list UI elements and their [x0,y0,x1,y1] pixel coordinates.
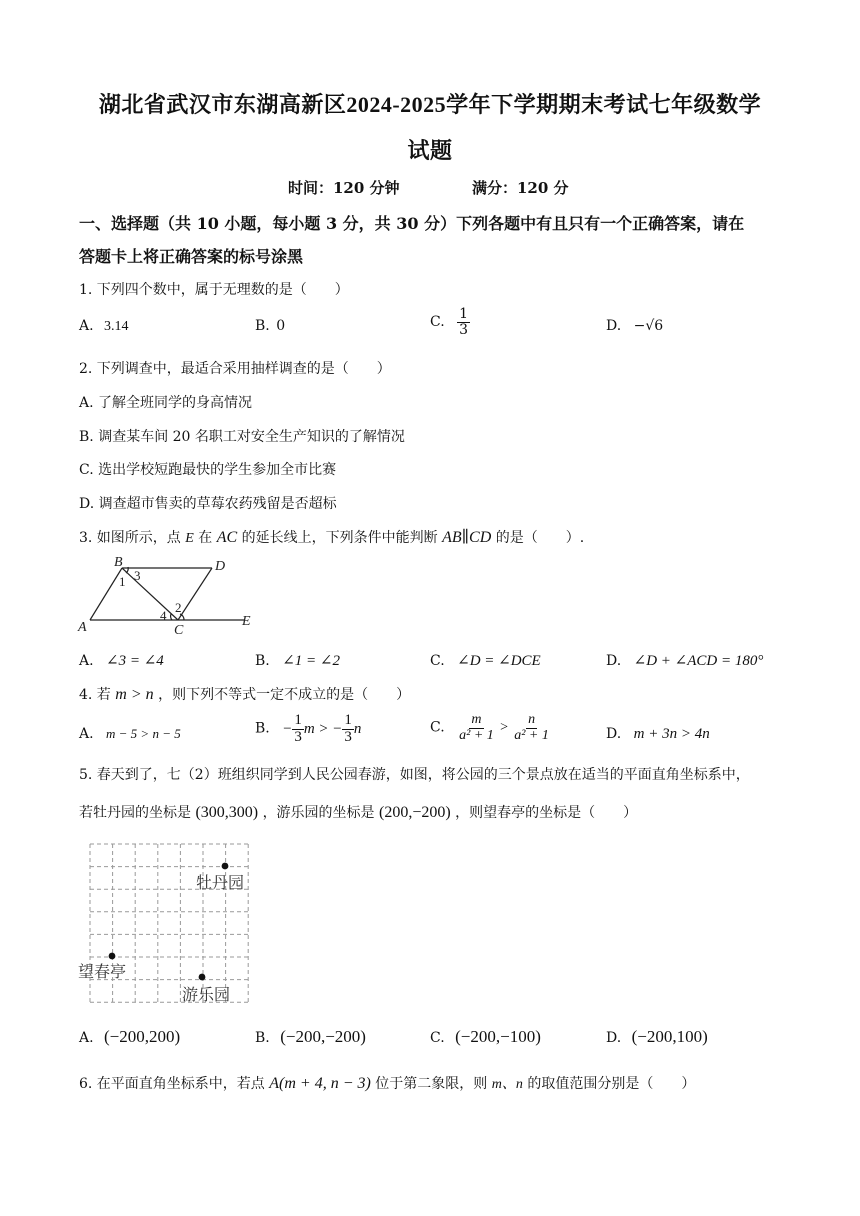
angle-label-4: 4 [160,608,167,623]
option-label: C. [430,1030,445,1046]
option-value: ∠1 = ∠2 [282,653,340,669]
q4-option-b [255,713,361,746]
point-amusement [199,974,206,981]
fraction [512,713,551,743]
exam-time: 时间：120 分钟 [288,179,400,197]
label-peony: 牡丹园 [196,875,245,892]
stem-text: ，游乐园的坐标是 [262,805,375,821]
q5-option-d [606,1027,708,1047]
numerator: m [471,712,482,727]
option-value: (−200,−200) [280,1027,366,1046]
q4-stem [79,684,410,704]
option-label: D. [606,726,622,742]
segment-ac: AC [216,529,238,546]
line-bc [122,568,178,620]
q3-option-b [255,651,340,670]
numerator: 1 [344,712,352,728]
option-value: ∠D + ∠ACD = 180° [633,653,764,669]
q2-option-a: A. 了解全班同学的身高情况 [79,395,253,411]
stem-text: 在 [198,530,213,546]
option-value: ∠3 = ∠4 [106,653,164,669]
coord-peony: (300,300) [195,804,259,821]
q5-option-c [430,1027,541,1047]
stem-text: 的延长线上，下列条件中能判断 [241,530,438,546]
option-value [282,712,362,745]
denominator: a² + 1 [514,727,549,743]
label-e: E [242,614,251,629]
label-pavilion: 望春亭 [78,964,127,981]
q4-option-a [79,726,181,742]
option-label: A. [79,318,94,334]
option-label: C. [430,314,445,331]
expr: m > − [303,720,343,737]
page-title-line1: 湖北省武汉市东湖高新区2024-2025学年下学期期末考试七年级数学 [98,92,762,117]
option-value: m + 3n > 4n [633,726,710,742]
label-a: A [78,620,87,635]
numerator: 1 [294,712,302,728]
label-b: B [114,556,123,570]
q1-stem: 1. 下列四个数中，属于无理数的是（ ） [79,282,349,298]
label-amusement: 游乐园 [182,987,231,1004]
option-label: D. [606,1030,622,1046]
option-value: (−200,200) [104,1027,181,1046]
q2-stem: 2. 下列调查中，最适合采用抽样调查的是（ ） [79,361,391,377]
option-value: 0 [276,318,286,334]
point-peony [222,863,229,870]
stem-text: ，则下列不等式一定不成立的是（ ） [158,687,411,703]
q2-option-c: C. 选出学校短跑最快的学生参加全市比赛 [79,462,337,478]
stem-text: 6. 在平面直角坐标系中，若点 [79,1076,265,1092]
q5-grid-map [76,840,256,1004]
page-title-line2: 试题 [407,138,453,163]
option-value [457,712,551,743]
q4-option-c [430,713,551,743]
option-label: A. [79,1030,94,1046]
q5-option-b [255,1027,366,1047]
q5-stem-line2 [79,802,637,822]
label-c: C [174,623,184,638]
condition: m > n [115,686,154,703]
label-d: D [215,559,226,574]
point-pavilion [109,953,116,960]
q6-stem [79,1073,695,1093]
denominator: 3 [294,728,302,745]
option-value: m − 5 > n − 5 [106,726,181,741]
q3-geometry-figure [76,556,266,638]
angle-label-2: 2 [175,600,182,615]
option-label: A. [79,726,94,742]
option-label: D. [606,653,622,669]
option-value: −√6 [633,318,664,334]
coord-amusement: (200,−200) [379,804,451,821]
q4-option-d [606,726,710,743]
denominator: 3 [344,728,352,745]
stem-text: 4. 若 [79,687,111,703]
denominator: 3 [459,321,469,338]
stem-text: 3. 如图所示，点 [79,530,181,546]
denominator: a² + 1 [459,727,494,743]
option-value: (−200,−100) [455,1027,541,1046]
q5-option-a [79,1027,180,1047]
section-header-line1: 一、选择题（共 10 小题，每小题 3 分，共 30 分）下列各题中有且只有一个正确答案，请在 [79,214,745,233]
numerator: 1 [459,306,469,322]
line-cd [178,568,212,620]
line-ab [90,568,122,620]
q1-option-c [430,307,470,337]
option-label: B. [255,318,270,334]
option-value: ∠D = ∠DCE [457,653,541,669]
stem-text: ，则望春亭的坐标是（ ） [455,805,638,821]
q2-option-d: D. 调查超市售卖的草莓农药残留是否超标 [79,496,337,512]
variables: m、n [491,1077,523,1092]
expr: n [353,720,362,737]
q2-option-b: B. 调查某车间 20 名职工对安全生产知识的了解情况 [79,429,405,445]
point-e: E [185,531,194,546]
angle-label-3: 3 [134,568,141,583]
fraction [457,713,496,743]
q1-option-d [606,318,663,334]
stem-text: 的是（ ）. [495,530,585,546]
q3-option-c [430,651,541,670]
stem-text: 若牡丹园的坐标是 [79,805,191,821]
fraction [342,713,354,746]
option-value: (−200,100) [631,1027,708,1046]
q1-option-b [255,318,285,334]
point-a: A(m + 4, n − 3) [269,1075,371,1092]
q5-stem-line1: 5. 春天到了，七（2）班组织同学到人民公园春游，如图，将公园的三个景点放在适当的平面直角坐标系中， [79,767,750,783]
minus-sign: − [282,720,293,737]
exam-score: 满分：120 分 [472,179,569,197]
q3-option-d [606,651,763,670]
q1-option-a [79,318,129,335]
section-header-line2: 答题卡上将正确答案的标号涂黑 [79,247,304,266]
option-label: C. [430,719,445,736]
option-value: 3.14 [104,319,129,334]
greater-than: > [499,720,509,736]
option-label: D. [606,318,622,334]
parallel-condition: AB∥CD [442,529,492,546]
option-label: C. [430,653,445,669]
stem-text: 的取值范围分别是（ ） [527,1076,696,1092]
option-label: B. [255,720,270,737]
fraction [457,307,470,337]
angle-label-1: 1 [119,574,126,589]
q3-stem [79,527,584,547]
stem-text: 位于第二象限，则 [375,1076,488,1092]
option-label: A. [79,653,94,669]
option-label: B. [255,653,270,669]
q3-option-a [79,651,164,670]
option-label: B. [255,1030,270,1046]
fraction [292,713,304,746]
numerator: n [528,712,536,727]
